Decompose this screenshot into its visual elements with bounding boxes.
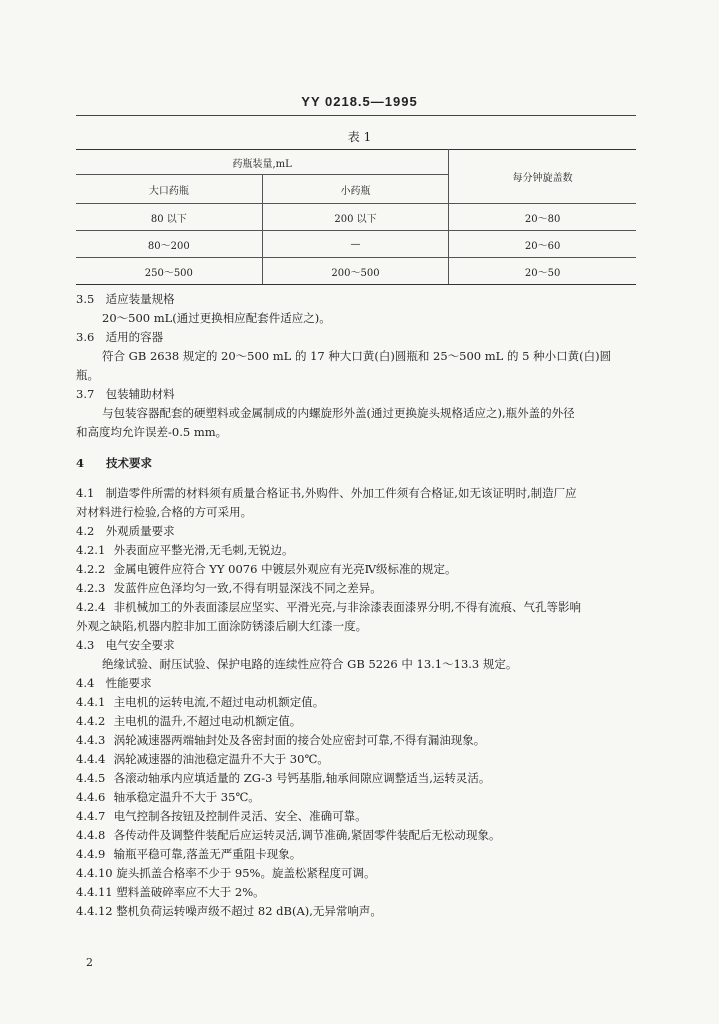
body-text: 瓶。 [76,368,99,382]
col-group-header: 药瓶装量,mL [76,150,449,175]
clause: 4.2 外观质量要求 [76,524,175,538]
table-cell: — [262,231,449,258]
clause: 4.4.1 主电机的运转电流,不超过电动机额定值。 [76,695,325,709]
body-text: 绝缘试验、耐压试验、保护电路的连续性应符合 GB 5226 中 13.1～13.3 规定。 [102,657,518,671]
clause: 4.4.3 涡轮减速器两端轴封处及各密封面的接合处应密封可靠,不得有漏油现象。 [76,733,486,747]
page-number: 2 [86,956,93,969]
spec-table [76,149,636,285]
table-cell: 20～50 [449,258,636,285]
clause: 4.2.2 金属电镀件应符合 YY 0076 中镀层外观应有光亮Ⅳ级标准的规定。 [76,562,457,576]
section-heading: 3.7 包装辅助材料 [76,387,175,401]
clause: 4.4.12 整机负荷运转噪声级不超过 82 dB(A),无异常响声。 [76,904,382,918]
table-cell: 250～500 [76,258,262,285]
header-rule [76,115,636,116]
clause: 4.4.9 输瓶平稳可靠,落盖无严重阻卡现象。 [76,847,302,861]
clause: 4.4 性能要求 [76,676,152,690]
body-text: 与包装容器配套的硬塑料或金属制成的内螺旋形外盖(通过更换旋头规格适应之),瓶外盖的外径 [102,406,575,420]
clause: 4.2.4 非机械加工的外表面漆层应坚实、平滑光亮,与非涂漆表面漆界分明,不得有流痕、气孔等影响 [76,600,581,614]
col-b-header: 小药瓶 [262,175,449,204]
clause: 4.4.11 塑料盖破碎率应不大于 2%。 [76,885,265,899]
section-heading: 3.5 适应装量规格 [76,292,175,306]
body-text: 对材料进行检验,合格的方可采用。 [76,505,253,519]
body-text: 和高度均允许误差-0.5 mm。 [76,425,228,439]
col-a-header: 大口药瓶 [76,175,262,204]
body-text: 符合 GB 2638 规定的 20～500 mL 的 17 种大口黄(白)圆瓶和 25～500 mL 的 5 种小口黄(白)圆 [102,349,612,363]
body-text: 20～500 mL(通过更换相应配套件适应之)。 [102,311,331,325]
table-title: 表 1 [347,130,372,144]
section-heading: 3.6 适用的容器 [76,330,164,344]
clause: 4.4.5 各滚动轴承内应填适量的 ZG-3 号钙基脂,轴承间隙应调整适当,运转灵活。 [76,771,491,785]
clause: 4.3 电气安全要求 [76,638,175,652]
clause: 4.4.2 主电机的温升,不超过电动机额定值。 [76,714,302,728]
clause: 4.2.3 发蓝件应色泽均匀一致,不得有明显深浅不同之差异。 [76,581,382,595]
clause: 4.4.6 轴承稳定温升不大于 35℃。 [76,790,260,804]
table-cell: 80～200 [76,231,262,258]
clause: 4.4.4 涡轮减速器的油池稳定温升不大于 30℃。 [76,752,329,766]
col-c-header: 每分钟旋盖数 [449,150,636,204]
standard-header: YY 0218.5—1995 [301,94,418,109]
table-cell: 80 以下 [76,204,262,231]
clause: 4.4.8 各传动件及调整件装配后应运转灵活,调节准确,紧固零件装配后无松动现象。 [76,828,501,842]
clause: 4.4.7 电气控制各按钮及控制件灵活、安全、准确可靠。 [76,809,367,823]
clause: 4.1 制造零件所需的材料须有质量合格证书,外购件、外加工件须有合格证,如无该证明时,制造厂应 [76,486,577,500]
table-cell: 200 以下 [262,204,449,231]
table-cell: 20～60 [449,231,636,258]
table-cell: 20～80 [449,204,636,231]
chapter-heading: 4 技术要求 [76,456,153,470]
body-text: 外观之缺陷,机器内腔非加工面涂防锈漆后刷大红漆一度。 [76,619,368,633]
table-cell: 200～500 [262,258,449,285]
clause: 4.4.10 旋头抓盖合格率不少于 95%。旋盖松紧程度可调。 [76,866,376,880]
clause: 4.2.1 外表面应平整光滑,无毛刺,无锐边。 [76,543,294,557]
